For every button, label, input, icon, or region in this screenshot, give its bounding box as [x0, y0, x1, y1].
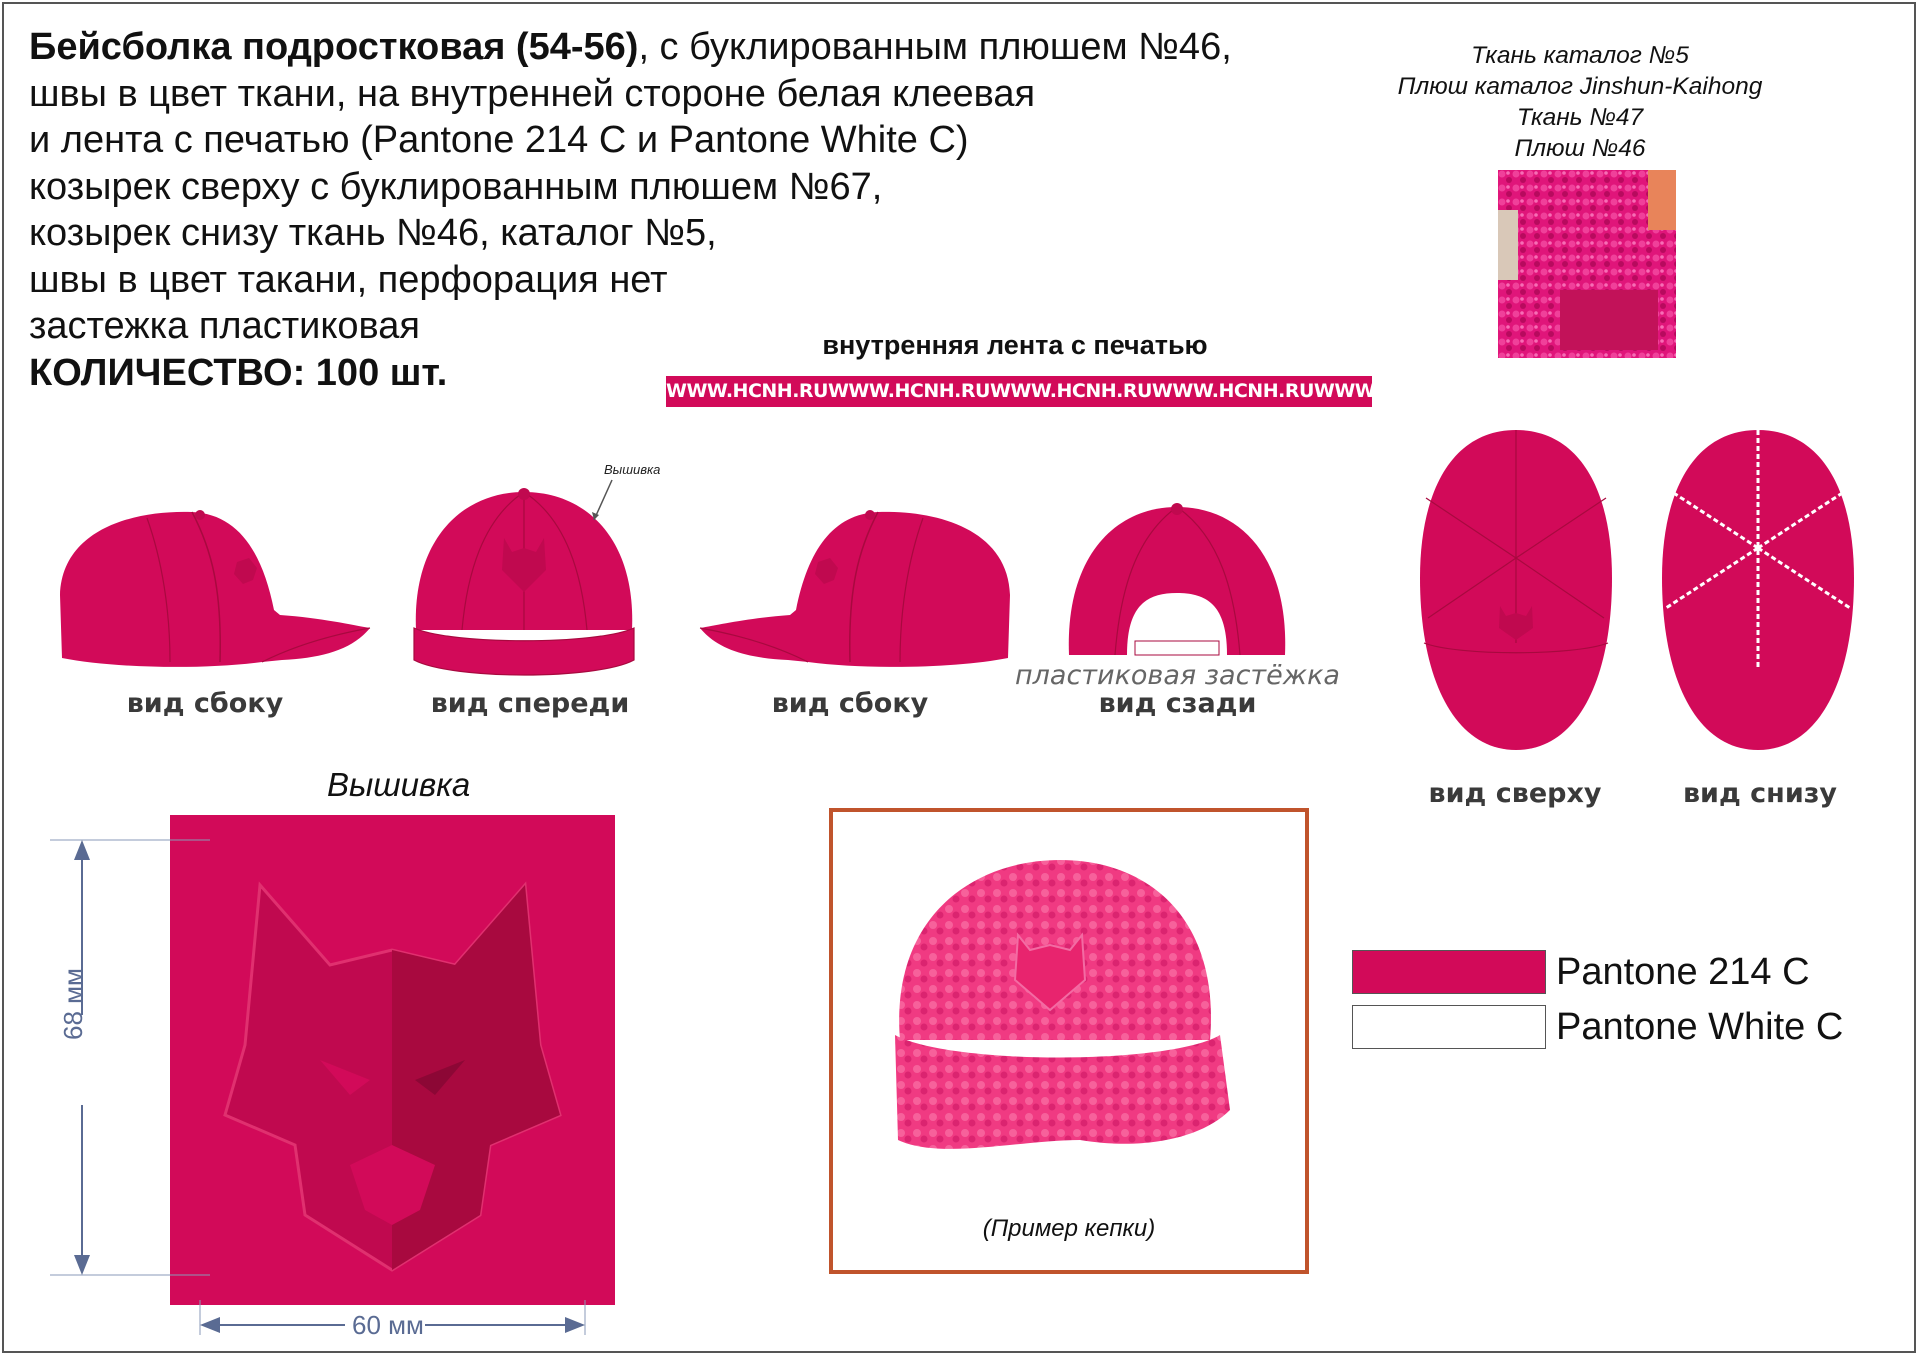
dimension-height-label: 68 мм	[58, 968, 88, 1040]
legend-row-pantone-214c	[1352, 950, 1810, 994]
legend-swatch-pantone-214c	[1352, 950, 1546, 994]
catalog-line-3: Ткань №47	[1516, 104, 1644, 131]
label-side-view-right: вид сбоку	[771, 688, 929, 719]
legend-swatch-pantone-white	[1352, 1005, 1546, 1049]
spec-line-7: застежка пластиковая	[29, 305, 420, 347]
spec-product-name: Бейсболка подростковая (54-56)	[29, 26, 639, 68]
dimension-width-label: 60 мм	[352, 1310, 424, 1340]
label-back-view: вид сзади	[1098, 688, 1257, 719]
spec-line-6: швы в цвет такани, перфорация нет	[29, 258, 668, 301]
label-side-view-left: вид сбоку	[126, 688, 284, 719]
quantity-text: КОЛИЧЕСТВО: 100 шт.	[29, 351, 448, 394]
embroidery-title: Вышивка	[327, 766, 471, 803]
ribbon-text: WWW.HCNH.RU	[666, 380, 828, 402]
cap-side-view-left	[52, 490, 372, 680]
printed-ribbon	[666, 376, 1476, 407]
spec-line-1-rest: , с буклированным плюшем №46,	[638, 26, 1232, 68]
example-cap-photo	[880, 840, 1240, 1220]
ribbon-title: внутренняя лента с печатью	[822, 330, 1208, 360]
catalog-line-1: Ткань каталог №5	[1471, 42, 1689, 69]
ribbon-text: WWW.HCNH.RU	[989, 380, 1152, 402]
ribbon-text: WWW.HCNH.RU	[827, 380, 990, 402]
spec-line-4: козырек сверху с буклированным плюшем №67,	[29, 165, 883, 208]
catalog-info	[1370, 40, 1790, 164]
embroidery-note: Вышивка	[604, 462, 661, 477]
label-top-view: вид сверху	[1428, 778, 1602, 809]
ribbon-text: WWW.HCNH.RU	[1151, 380, 1314, 402]
legend-label-pantone-214c: Pantone 214 C	[1556, 950, 1810, 993]
spec-line-1	[29, 24, 1232, 71]
catalog-line-2: Плюш каталог Jinshun-Kaihong	[1397, 73, 1763, 100]
cap-side-view-right	[698, 490, 1018, 680]
cap-bottom-view	[1660, 428, 1856, 753]
clasp-note: пластиковая застёжка	[1015, 660, 1340, 691]
legend-row-pantone-white	[1352, 1005, 1843, 1049]
cap-back-view	[1065, 497, 1290, 662]
example-caption: (Пример кепки)	[982, 1215, 1156, 1242]
embroidery-pointer-icon	[588, 478, 618, 528]
spec-line-2: швы в цвет ткани, на внутренней стороне белая клеевая	[29, 72, 1036, 115]
dimension-height-line	[40, 835, 240, 1305]
cap-top-view	[1418, 428, 1614, 753]
fabric-swatch-photo	[1498, 170, 1676, 358]
label-bottom-view: вид снизу	[1682, 778, 1838, 809]
label-front-view: вид спереди	[430, 688, 630, 719]
catalog-line-4: Плюш №46	[1514, 135, 1646, 162]
spec-line-3: и лента с печатью (Pantone 214 C и Pantone White C)	[29, 119, 969, 161]
spec-line-5: козырек снизу ткань №46, каталог №5,	[29, 212, 717, 254]
ribbon-text: WWW.HCNH.RU	[1313, 380, 1476, 402]
legend-label-pantone-white: Pantone White C	[1556, 1005, 1844, 1048]
